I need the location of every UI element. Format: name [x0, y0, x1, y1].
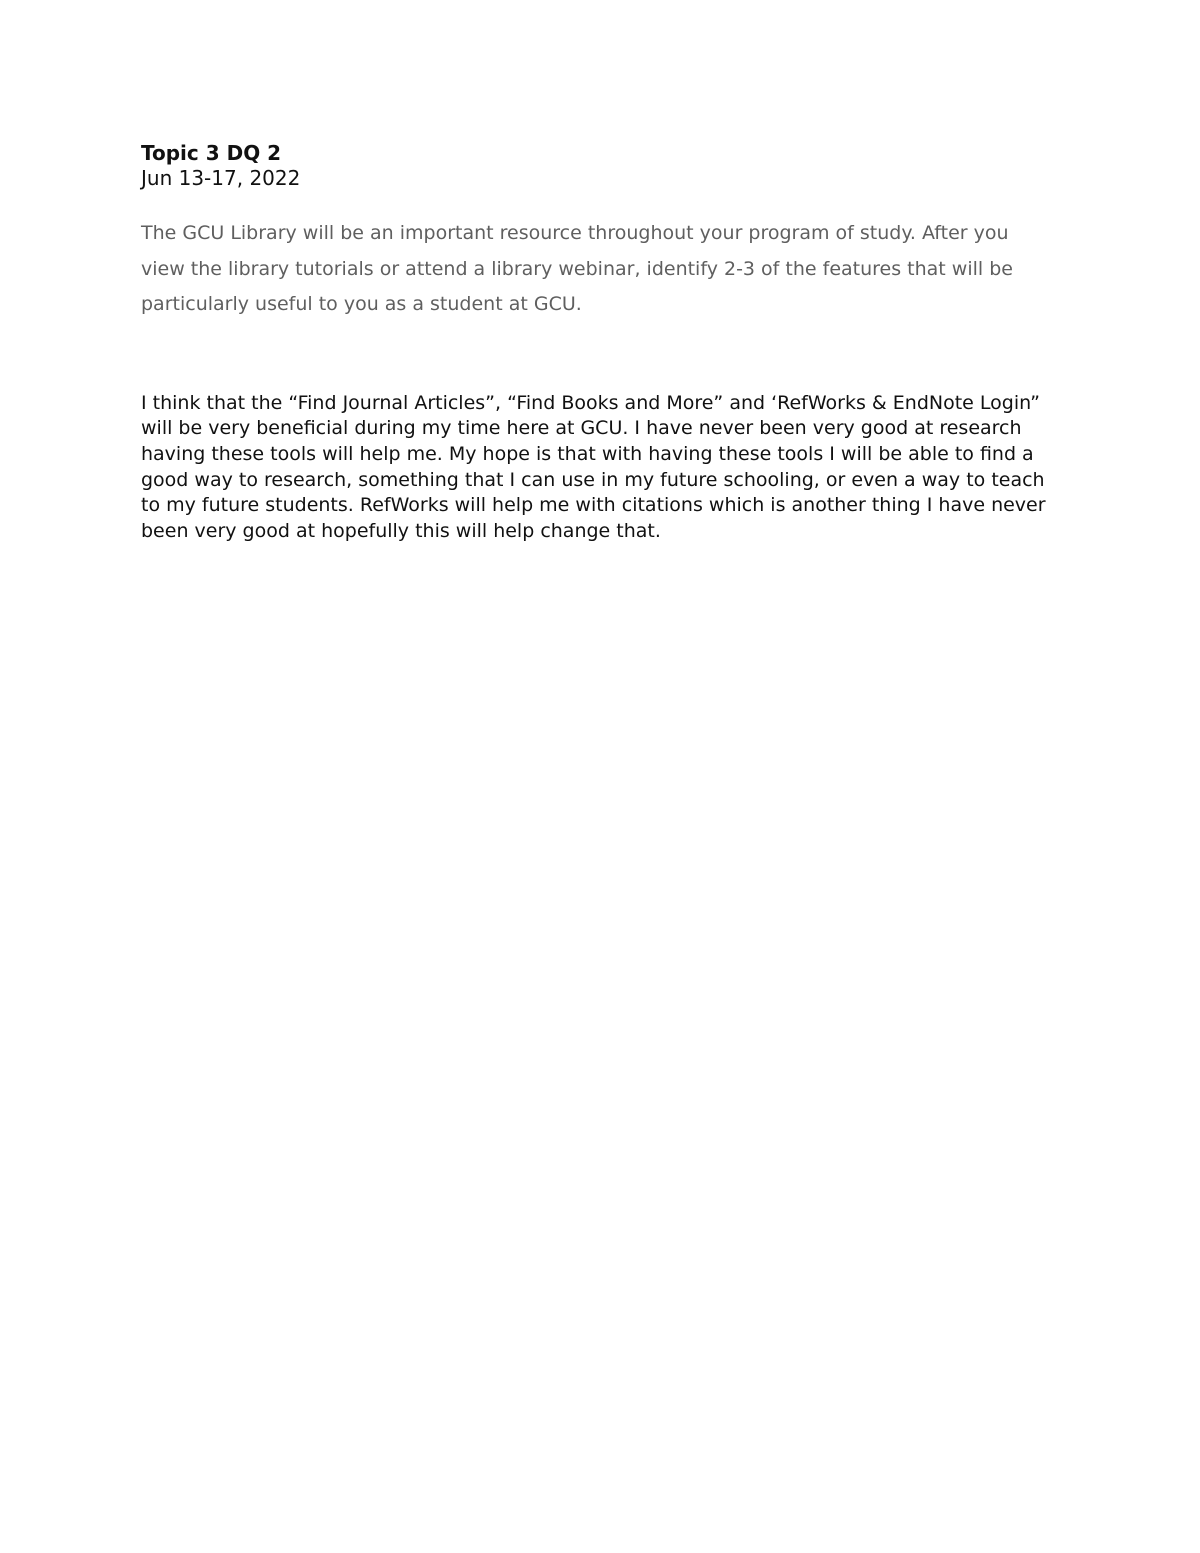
document-date: Jun 13-17, 2022 [141, 166, 301, 190]
discussion-response: I think that the “Find Journal Articles”, “Find Books and More” and ‘RefWorks & EndNote Login” will be very beneficial during my time here at GCU. I have never been very good at research having these tools will help me. My hope is that with having these tools I will be able to find a good way to research, something that I can use in my future schooling, or even a way to teach to my future students. RefWorks will help me with citations which is another thing I have never been very good at hopefully this will help change that. [141, 391, 1046, 543]
document-content [141, 141, 1056, 545]
discussion-prompt: The GCU Library will be an important resource throughout your program of study. After you view the library tutorials or attend a library webinar, identify 2-3 of the features that will be particularly useful to you as a student at GCU. [141, 222, 1013, 315]
document-title: Topic 3 DQ 2 [141, 141, 282, 165]
